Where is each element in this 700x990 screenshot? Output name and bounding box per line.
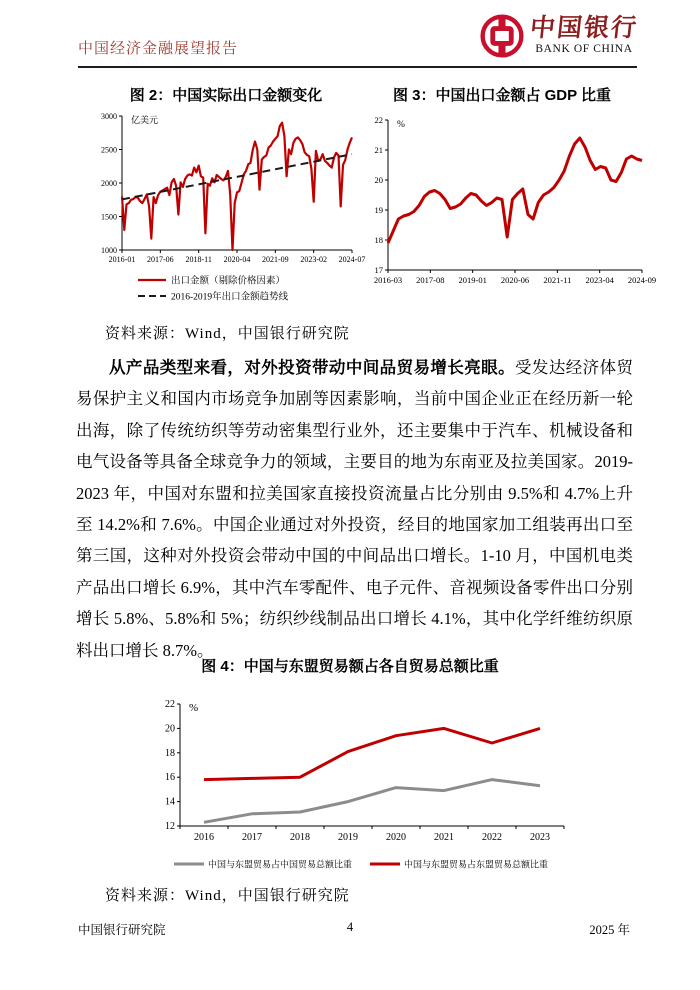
page-number: 4 bbox=[346, 920, 354, 934]
china-asean-trade-share-line-chart bbox=[146, 694, 580, 876]
svg-text:2016-01: 2016-01 bbox=[108, 255, 136, 264]
svg-text:18: 18 bbox=[165, 747, 175, 759]
svg-text:2020-04: 2020-04 bbox=[223, 255, 251, 264]
svg-text:2024-09: 2024-09 bbox=[627, 275, 657, 285]
figure4-title: 图 4：中国与东盟贸易额占各自贸易总额比重 bbox=[201, 658, 499, 675]
svg-text:2023: 2023 bbox=[530, 832, 550, 843]
figure3-title: 图 3：中国出口金额占 GDP 比重 bbox=[392, 87, 612, 104]
svg-text:14: 14 bbox=[165, 796, 175, 808]
svg-text:亿美元: 亿美元 bbox=[131, 115, 159, 125]
svg-text:2021-11: 2021-11 bbox=[543, 275, 572, 285]
paragraph-lead-sentence: 从产品类型来看，对外投资带动中间品贸易增长亮眼。 bbox=[109, 358, 515, 377]
svg-text:2022: 2022 bbox=[482, 832, 502, 843]
svg-text:2000: 2000 bbox=[101, 179, 117, 188]
svg-text:2017-06: 2017-06 bbox=[146, 255, 174, 264]
footer-institution: 中国银行研究院 bbox=[78, 923, 166, 937]
svg-text:中国与东盟贸易占中国贸易总额比重: 中国与东盟贸易占中国贸易总额比重 bbox=[208, 859, 353, 870]
svg-text:2023-02: 2023-02 bbox=[300, 255, 328, 264]
svg-text:3000: 3000 bbox=[101, 112, 117, 121]
svg-text:2019: 2019 bbox=[338, 832, 358, 843]
svg-text:18: 18 bbox=[374, 235, 383, 245]
footer-year: 2025 年 bbox=[589, 923, 630, 937]
svg-text:2016-03: 2016-03 bbox=[373, 275, 403, 285]
svg-text:2021: 2021 bbox=[434, 832, 454, 843]
svg-text:1500: 1500 bbox=[101, 212, 117, 222]
svg-text:2016: 2016 bbox=[194, 832, 214, 843]
svg-text:2018-11: 2018-11 bbox=[185, 255, 212, 264]
svg-text:2016-2019年出口金额趋势线: 2016-2019年出口金额趋势线 bbox=[171, 292, 289, 303]
svg-text:2500: 2500 bbox=[101, 145, 117, 155]
svg-text:2024-07: 2024-07 bbox=[338, 255, 366, 264]
paragraph-body-text: 受发达经济体贸易保护主义和国内市场竞争加剧等因素影响，当前中国企业正在经历新一轮出海，除了传统纺织等劳动密集型行业外，还主要集中于汽车、机械设备和电气设备等具备全球竞争力的领域，主要目的地为东南亚及拉美国家。2019-2023 年，中国对东盟和拉美国家直接投资流量占比分别由 9.5%和 4.7%上升至 14.2%和 7.6%。中国企业通过对外投资，经目的地国家加工组装再出口至第三国，这种对外投资会带动中国的中间品出口增长。1-10 月，中国机电类产品出口增长 6.9%，其中汽车零配件、电子元件、音视频设备零件出口分别增长 5.8%、5.8%和 5%；纺织纱线制品出口增长 4.1%，其中化学纤维纺织原料出口增长 8.7%。 bbox=[76, 358, 634, 660]
svg-text:2018: 2018 bbox=[290, 832, 310, 843]
svg-text:20: 20 bbox=[165, 723, 175, 735]
bank-name-english: BANK OF CHINA bbox=[535, 43, 633, 56]
source-line-figure-4: 资料来源：Wind，中国银行研究院 bbox=[105, 888, 350, 904]
svg-text:2017: 2017 bbox=[242, 832, 262, 843]
body-paragraph bbox=[76, 352, 633, 666]
figure2-title: 图 2：中国实际出口金额变化 bbox=[129, 87, 323, 104]
svg-text:22: 22 bbox=[165, 699, 175, 710]
svg-text:21: 21 bbox=[374, 145, 383, 155]
export-amount-line-chart bbox=[92, 106, 368, 308]
svg-text:20: 20 bbox=[374, 175, 383, 185]
svg-text:22: 22 bbox=[374, 115, 383, 125]
bank-of-china-emblem-icon bbox=[480, 14, 524, 58]
svg-text:2020-06: 2020-06 bbox=[500, 275, 530, 285]
page-footer bbox=[0, 920, 700, 940]
svg-text:出口金额（剔除价格因素）: 出口金额（剔除价格因素） bbox=[171, 276, 286, 287]
svg-text:2017-08: 2017-08 bbox=[416, 275, 445, 285]
bank-of-china-wordmark bbox=[530, 16, 638, 56]
svg-text:2023-04: 2023-04 bbox=[585, 275, 614, 285]
report-series-title: 中国经济金融展望报告 bbox=[78, 41, 239, 57]
svg-text:12: 12 bbox=[165, 821, 175, 832]
bank-of-china-logo bbox=[480, 14, 638, 58]
header-divider bbox=[78, 66, 637, 68]
svg-text:2019-01: 2019-01 bbox=[458, 275, 487, 285]
export-gdp-share-line-chart bbox=[360, 106, 658, 308]
svg-text:1000: 1000 bbox=[101, 246, 117, 255]
svg-text:%: % bbox=[189, 702, 199, 714]
svg-text:16: 16 bbox=[165, 772, 175, 784]
bank-name-chinese: 中国银行 bbox=[528, 15, 640, 43]
svg-text:2020: 2020 bbox=[386, 832, 406, 843]
svg-text:17: 17 bbox=[374, 265, 383, 275]
svg-text:2021-09: 2021-09 bbox=[261, 255, 289, 264]
svg-text:%: % bbox=[397, 120, 405, 130]
svg-text:中国与东盟贸易占东盟贸易总额比重: 中国与东盟贸易占东盟贸易总额比重 bbox=[404, 859, 549, 870]
svg-text:19: 19 bbox=[374, 205, 383, 215]
source-line-figures-2-3: 资料来源：Wind，中国银行研究院 bbox=[105, 326, 350, 342]
